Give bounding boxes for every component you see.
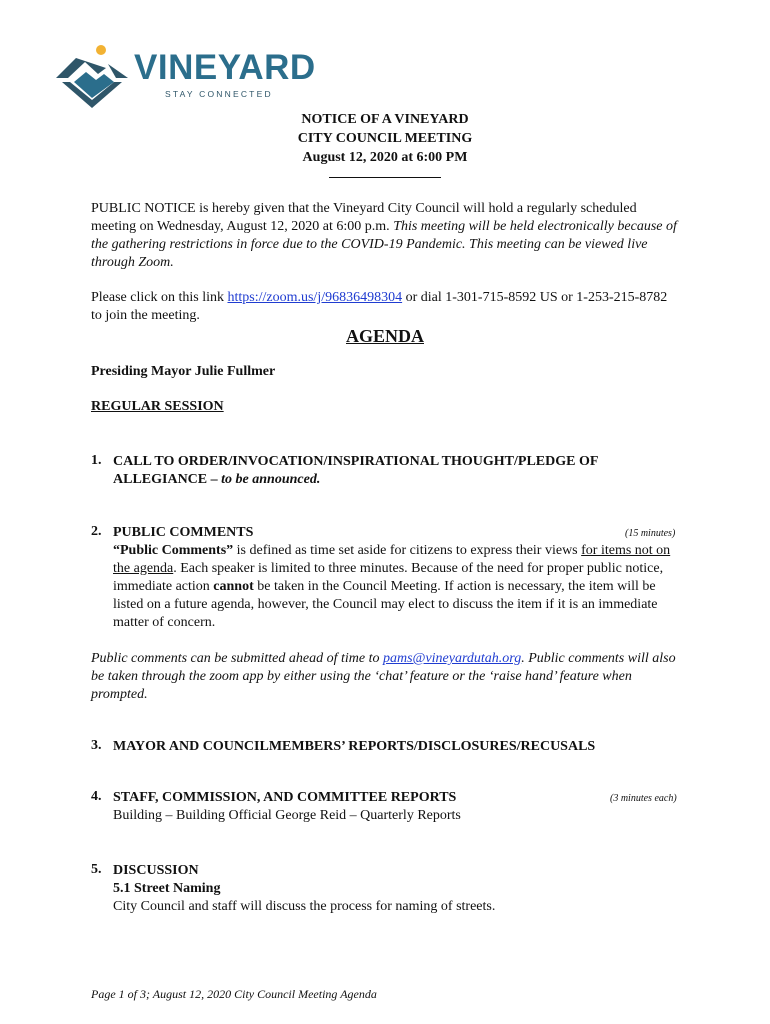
notice-heading-line2: CITY COUNCIL MEETING bbox=[297, 131, 473, 146]
zoom-prefix: Please click on this link bbox=[91, 290, 228, 305]
item-2-title: PUBLIC COMMENTS bbox=[113, 525, 254, 540]
note-prefix: Public comments can be submitted ahead of time to bbox=[91, 651, 383, 666]
item-5-number: 5. bbox=[91, 862, 102, 877]
item-2-number: 2. bbox=[91, 524, 102, 539]
item-4-time: (3 minutes each) bbox=[610, 793, 677, 804]
item-4-title: STAFF, COMMISSION, AND COMMITTEE REPORTS bbox=[113, 790, 457, 805]
item-1-announced: to be announced. bbox=[221, 472, 321, 487]
item-5-sub: City Council and staff will discuss the process for naming of streets. bbox=[113, 899, 496, 914]
item-2-text-a: is defined as time set aside for citizens to express their views bbox=[233, 543, 582, 558]
zoom-suffix: or dial 1-301-715-8592 US or 1-253-215-8782 to join the meeting. bbox=[91, 290, 668, 323]
zoom-paragraph bbox=[91, 289, 681, 325]
presiding-officer: Presiding Mayor Julie Fullmer bbox=[91, 364, 276, 379]
item-4-sub: Building – Building Official George Reid – Quarterly Reports bbox=[113, 808, 461, 823]
agenda-title: AGENDA bbox=[345, 326, 424, 346]
notice-text: PUBLIC NOTICE is hereby given that the Vineyard City Council will hold a regularly scheduled meeting on Wednesday, August 12, 2020 at 6:00 p.m. bbox=[91, 201, 637, 234]
notice-heading-date: August 12, 2020 at 6:00 PM bbox=[302, 150, 468, 165]
item-2-text-b: . Each speaker is limited to three minutes. Because of the need for proper public notice, immediate action bbox=[113, 561, 664, 594]
heading-divider bbox=[329, 177, 441, 178]
public-comments-note bbox=[91, 650, 676, 704]
note-suffix: . Public comments will also be taken through the zoom app by either using the ‘chat’ feature or the ‘raise hand’ feature when prompted. bbox=[91, 651, 676, 702]
item-2-description bbox=[113, 542, 683, 632]
page-footer: Page 1 of 3; August 12, 2020 City Council Meeting Agenda bbox=[91, 987, 377, 1001]
item-2-text-c: be taken in the Council Meeting. If action is necessary, the item will be listed on a future agenda, however, the Council may elect to discuss the item if it is an immediate matter of concern. bbox=[113, 579, 658, 630]
notice-heading-line1: NOTICE OF A VINEYARD bbox=[301, 112, 469, 127]
item-2-cannot: cannot bbox=[213, 579, 254, 594]
logo-tagline: STAY CONNECTED bbox=[165, 89, 273, 99]
logo-sun-icon bbox=[96, 45, 106, 55]
public-notice-paragraph bbox=[91, 200, 681, 272]
item-2-time: (15 minutes) bbox=[625, 528, 676, 539]
item-1-title bbox=[113, 453, 683, 489]
regular-session-heading: REGULAR SESSION bbox=[91, 399, 224, 414]
zoom-link[interactable]: https://zoom.us/j/96836498304 bbox=[227, 290, 403, 305]
item-5-title: DISCUSSION bbox=[113, 863, 199, 878]
item-3-title: MAYOR AND COUNCILMEMBERS’ REPORTS/DISCLOSURES/RECUSALS bbox=[113, 739, 596, 754]
logo-wordmark: VINEYARD bbox=[134, 48, 316, 87]
item-5-subtitle: 5.1 Street Naming bbox=[113, 881, 221, 896]
item-1-title-text: CALL TO ORDER/INVOCATION/INSPIRATIONAL THOUGHT/PLEDGE OF ALLEGIANCE – bbox=[113, 454, 598, 487]
item-2-underlined: for items not on the agenda bbox=[113, 543, 671, 576]
item-4-number: 4. bbox=[91, 789, 102, 804]
email-link[interactable]: pams@vineyardutah.org bbox=[383, 651, 522, 666]
item-3-number: 3. bbox=[91, 738, 102, 753]
item-1-number: 1. bbox=[91, 453, 102, 468]
logo-diamond-right bbox=[108, 64, 128, 78]
notice-italic-text: This meeting will be held electronically because of the gathering restrictions in force due to the COVID-19 Pandemic. This meeting can be viewed live through Zoom. bbox=[91, 219, 677, 270]
logo-diamond-top bbox=[56, 58, 106, 78]
public-comments-term: “Public Comments” bbox=[113, 543, 234, 558]
